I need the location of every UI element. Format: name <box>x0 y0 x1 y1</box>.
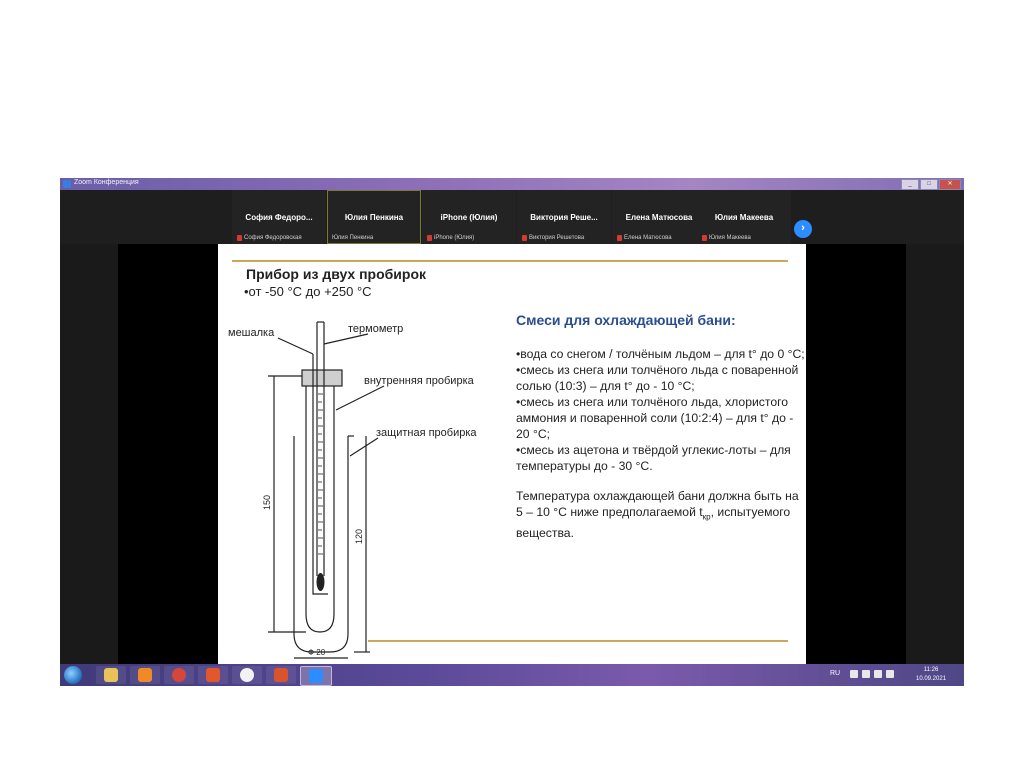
folder-icon <box>104 668 118 682</box>
mic-muted-icon <box>237 235 242 241</box>
presentation-slide <box>218 244 806 664</box>
start-button[interactable] <box>64 666 82 684</box>
media-player-icon <box>138 668 152 682</box>
close-button[interactable]: ✕ <box>939 179 961 190</box>
taskbar-yandex[interactable] <box>232 666 262 684</box>
leader-stirrer <box>278 338 313 354</box>
system-tray <box>850 670 894 678</box>
participant-tile[interactable] <box>232 190 326 244</box>
network-icon[interactable] <box>862 670 870 678</box>
chrome-icon <box>172 668 186 682</box>
participant-label <box>617 235 672 241</box>
thermometer-bulb <box>317 573 325 591</box>
window-title: Zoom Конференция <box>74 179 139 186</box>
participant-tile[interactable] <box>422 190 516 244</box>
participant-label-text: Елена Матюсова <box>624 235 672 241</box>
section-body <box>516 346 806 541</box>
participant-label <box>702 235 751 241</box>
next-participants-button[interactable]: › <box>794 220 812 238</box>
participant-label <box>332 235 373 241</box>
participant-name: Юлия Пенкина <box>344 213 404 222</box>
tray-clock[interactable] <box>916 666 946 684</box>
slide-title: Прибор из двух пробирок <box>246 266 427 282</box>
leader-inner-tube <box>336 386 384 410</box>
windows-taskbar <box>60 664 964 686</box>
participant-label <box>237 235 302 241</box>
volume-icon[interactable] <box>886 670 894 678</box>
mic-muted-icon <box>617 235 622 241</box>
note-subscript: кр <box>702 512 711 522</box>
note-text-end: , испытуемого вещества. <box>516 505 791 541</box>
mic-muted-icon <box>427 235 432 241</box>
dim-label-150: 150 <box>262 494 272 510</box>
participant-tile[interactable] <box>697 190 791 244</box>
participant-label-text: Виктория Решетова <box>529 235 585 241</box>
slide-bottom-divider <box>368 640 788 642</box>
dim-label-20: Ф 20 <box>308 648 326 657</box>
slide-top-divider <box>232 260 788 262</box>
clock-date: 10.09.2021 <box>916 676 947 682</box>
taskbar-explorer[interactable] <box>96 666 126 684</box>
clock-time: 11:26 <box>923 667 939 673</box>
outer-tube-outline <box>294 436 348 652</box>
stopper <box>302 370 342 386</box>
label-thermometer: термометр <box>348 323 404 335</box>
zoom-titlebar <box>60 178 964 190</box>
participant-label-text: София Федоровская <box>244 235 302 241</box>
participant-name: Виктория Реше... <box>530 213 598 222</box>
bullet-item: •смесь из ацетона и твёрдой углекис-лоты – для температуры до - 30 °С. <box>516 443 791 473</box>
screen-capture <box>60 178 964 686</box>
minimize-button[interactable]: _ <box>901 179 919 190</box>
bullet-item: •вода со снегом / толчёным льдом – для t° до 0 °С; <box>516 347 805 361</box>
participant-tile[interactable] <box>612 190 706 244</box>
note-text-start: Температура охлаждающей бани должна быть на 5 – 10 °С ниже предполагаемой t <box>516 489 799 519</box>
zoom-icon <box>309 669 323 683</box>
taskbar-zoom[interactable] <box>300 666 332 686</box>
participant-strip <box>60 190 964 244</box>
label-outer-tube: защитная пробирка <box>376 427 477 439</box>
slide-subtitle: •от -50 °С до +250 °С <box>244 284 372 299</box>
label-inner-tube: внутренняя пробирка <box>364 375 474 387</box>
participant-label <box>522 235 584 241</box>
section-title: Смеси для охлаждающей бани: <box>516 312 736 328</box>
bullet-item: •смесь из снега или толчёного льда, хлористого аммония и поваренной соли (10:2:4) – для t° до - 20 °С; <box>516 395 794 441</box>
participant-label <box>427 235 474 241</box>
participant-label-text: Юлия Пенкина <box>332 235 374 241</box>
participant-name: iPhone (Юлия) <box>440 213 498 222</box>
participant-name: София Федоро... <box>245 213 313 222</box>
dim-label-120: 120 <box>354 528 364 544</box>
powerpoint-icon <box>274 668 288 682</box>
language-indicator[interactable]: RU <box>830 670 841 677</box>
mic-muted-icon <box>702 235 707 241</box>
paint-icon <box>206 668 220 682</box>
yandex-icon <box>240 668 254 682</box>
screen-share-area <box>118 244 906 664</box>
participant-label-text: Юлия Макеева <box>709 235 751 241</box>
participant-name: Елена Матюсова <box>625 213 693 222</box>
flag-icon[interactable] <box>850 670 858 678</box>
taskbar-powerpoint[interactable] <box>266 666 296 684</box>
leader-thermometer <box>324 334 368 344</box>
zoom-app-icon <box>63 180 71 188</box>
taskbar-media-player[interactable] <box>130 666 160 684</box>
apparatus-diagram <box>218 314 518 664</box>
taskbar-chrome[interactable] <box>164 666 194 684</box>
participant-tile-active[interactable] <box>327 190 421 244</box>
mic-muted-icon <box>522 235 527 241</box>
window-controls <box>901 179 961 190</box>
participant-label-text: iPhone (Юлия) <box>434 235 475 241</box>
taskbar-paint[interactable] <box>198 666 228 684</box>
maximize-button[interactable]: □ <box>920 179 938 190</box>
leader-outer-tube <box>350 438 378 456</box>
note-paragraph <box>516 488 806 541</box>
participant-name: Юлия Макеева <box>714 213 774 222</box>
bullet-item: •смесь из снега или толчёного льда с поваренной солью (10:3) – для t° до - 10 °С; <box>516 363 799 393</box>
participant-tile[interactable] <box>517 190 611 244</box>
label-stirrer: мешалка <box>228 327 275 339</box>
battery-icon[interactable] <box>874 670 882 678</box>
